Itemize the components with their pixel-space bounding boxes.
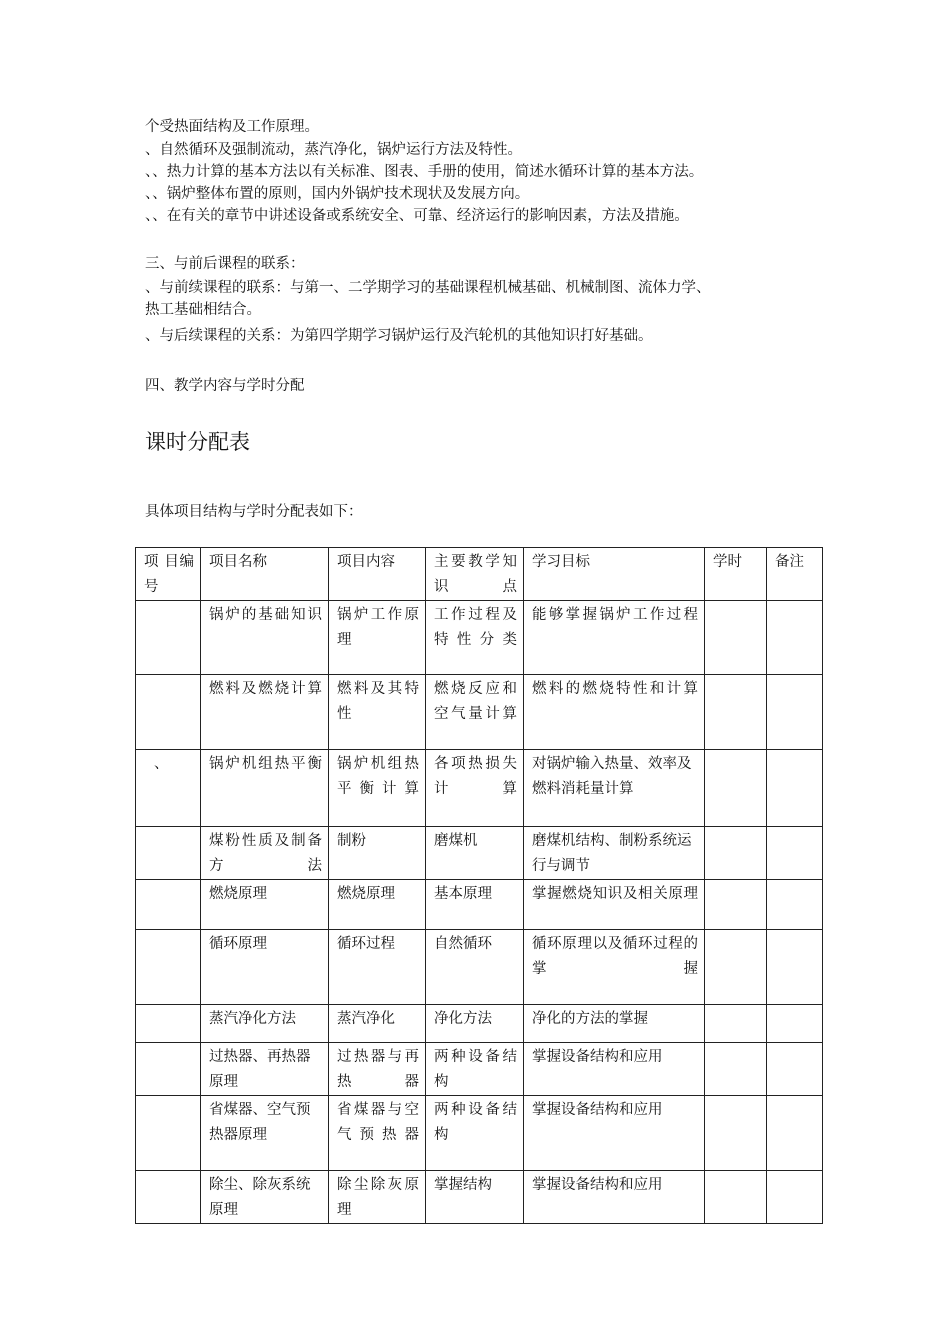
cell-name: 燃料及燃烧计算 <box>201 675 329 750</box>
cell-notes <box>767 1171 823 1224</box>
cell-name: 循环原理 <box>201 930 329 1005</box>
intro-line: 、、热力计算的基本方法以有关标准、图表、手册的使用，简述水循环计算的基本方法。 <box>145 164 704 180</box>
cell-content: 燃烧原理 <box>329 880 426 930</box>
table-row <box>136 1171 823 1224</box>
cell-notes <box>767 880 823 930</box>
cell-knowledge: 两种设备结构 <box>426 1096 524 1171</box>
cell-number <box>136 930 201 1005</box>
cell-hours <box>705 750 767 827</box>
cell-hours <box>705 880 767 930</box>
header-cell-number: 项 目编 号 <box>136 548 201 601</box>
cell-content: 过热器与再热器 <box>329 1043 426 1096</box>
cell-number <box>136 880 201 930</box>
header-cell-name: 项目名称 <box>201 548 329 601</box>
header-cell-content: 项目内容 <box>329 548 426 601</box>
cell-hours <box>705 675 767 750</box>
cell-notes <box>767 601 823 675</box>
table-heading: 课时分配表 <box>145 430 250 454</box>
cell-number <box>136 1096 201 1171</box>
cell-notes <box>767 675 823 750</box>
cell-content: 制粉 <box>329 827 426 880</box>
cell-knowledge: 掌握结构 <box>426 1171 524 1224</box>
table-row <box>136 930 823 1005</box>
table-row <box>136 601 823 675</box>
cell-notes <box>767 827 823 880</box>
section-3-line: 、与后续课程的关系：为第四学期学习锅炉运行及汽轮机的其他知识打好基础。 <box>145 328 653 344</box>
table-header-row <box>136 548 823 601</box>
cell-goal: 掌握燃烧知识及相关原理 <box>524 880 705 930</box>
cell-number <box>136 601 201 675</box>
section-4-title: 四、教学内容与学时分配 <box>145 378 305 394</box>
cell-goal: 掌握设备结构和应用 <box>524 1096 705 1171</box>
cell-name: 蒸汽净化方法 <box>201 1005 329 1043</box>
cell-name: 除尘、除灰系统原理 <box>201 1171 329 1224</box>
cell-number <box>136 675 201 750</box>
cell-content: 锅炉机组热平衡计算 <box>329 750 426 827</box>
cell-knowledge: 燃烧反应和空气量计算 <box>426 675 524 750</box>
cell-name: 燃烧原理 <box>201 880 329 930</box>
cell-content: 除尘除灰原理 <box>329 1171 426 1224</box>
cell-knowledge: 基本原理 <box>426 880 524 930</box>
cell-content: 循环过程 <box>329 930 426 1005</box>
cell-name: 煤粉性质及制备方法 <box>201 827 329 880</box>
cell-content: 燃料及其特性 <box>329 675 426 750</box>
table-row <box>136 1096 823 1171</box>
table-row <box>136 675 823 750</box>
cell-goal: 净化的方法的掌握 <box>524 1005 705 1043</box>
header-cell-goal: 学习目标 <box>524 548 705 601</box>
section-3-line: 热工基础相结合。 <box>145 302 261 318</box>
cell-hours <box>705 1096 767 1171</box>
cell-hours <box>705 1005 767 1043</box>
cell-notes <box>767 1043 823 1096</box>
cell-goal: 掌握设备结构和应用 <box>524 1171 705 1224</box>
table-intro: 具体项目结构与学时分配表如下： <box>145 504 363 520</box>
cell-content: 蒸汽净化 <box>329 1005 426 1043</box>
intro-line: 、自然循环及强制流动，蒸汽净化，锅炉运行方法及特性。 <box>145 142 522 158</box>
cell-hours <box>705 930 767 1005</box>
cell-name: 过热器、再热器原理 <box>201 1043 329 1096</box>
section-3-line: 、与前续课程的联系：与第一、二学期学习的基础课程机械基础、机械制图、流体力学、 <box>145 280 711 296</box>
table-row <box>136 1043 823 1096</box>
cell-goal: 磨煤机结构、制粉系统运行与调节 <box>524 827 705 880</box>
header-cell-hours: 学时 <box>705 548 767 601</box>
table-row <box>136 750 823 827</box>
cell-hours <box>705 827 767 880</box>
cell-goal: 能够掌握锅炉工作过程 <box>524 601 705 675</box>
schedule-table <box>135 547 823 1224</box>
table-row <box>136 827 823 880</box>
header-cell-knowledge: 主要教学知识点 <box>426 548 524 601</box>
cell-name: 省煤器、空气预热器原理 <box>201 1096 329 1171</box>
header-cell-notes: 备注 <box>767 548 823 601</box>
cell-notes <box>767 750 823 827</box>
intro-line: 个受热面结构及工作原理。 <box>145 119 319 135</box>
cell-knowledge: 自然循环 <box>426 930 524 1005</box>
cell-content: 省煤器与空气预热器 <box>329 1096 426 1171</box>
cell-notes <box>767 1096 823 1171</box>
cell-knowledge: 工作过程及特性分类 <box>426 601 524 675</box>
cell-hours <box>705 601 767 675</box>
cell-number: 、 <box>136 750 201 827</box>
cell-goal: 燃料的燃烧特性和计算 <box>524 675 705 750</box>
cell-content: 锅炉工作原理 <box>329 601 426 675</box>
cell-knowledge: 磨煤机 <box>426 827 524 880</box>
cell-goal: 掌握设备结构和应用 <box>524 1043 705 1096</box>
cell-number <box>136 1171 201 1224</box>
cell-number <box>136 1005 201 1043</box>
section-3-title: 三、与前后课程的联系： <box>145 256 305 272</box>
cell-number <box>136 1043 201 1096</box>
intro-line: 、、锅炉整体布置的原则，国内外锅炉技术现状及发展方向。 <box>145 186 530 202</box>
cell-notes <box>767 1005 823 1043</box>
cell-name: 锅炉的基础知识 <box>201 601 329 675</box>
table-row <box>136 880 823 930</box>
cell-number <box>136 827 201 880</box>
cell-goal: 对锅炉输入热量、效率及燃料消耗量计算 <box>524 750 705 827</box>
cell-notes <box>767 930 823 1005</box>
cell-knowledge: 两种设备结构 <box>426 1043 524 1096</box>
intro-line: 、、在有关的章节中讲述设备或系统安全、可靠、经济运行的影响因素，方法及措施。 <box>145 208 689 224</box>
table-row <box>136 1005 823 1043</box>
cell-hours <box>705 1171 767 1224</box>
cell-hours <box>705 1043 767 1096</box>
cell-knowledge: 各项热损失计算 <box>426 750 524 827</box>
cell-goal: 循环原理以及循环过程的掌握 <box>524 930 705 1005</box>
cell-knowledge: 净化方法 <box>426 1005 524 1043</box>
cell-name: 锅炉机组热平衡 <box>201 750 329 827</box>
